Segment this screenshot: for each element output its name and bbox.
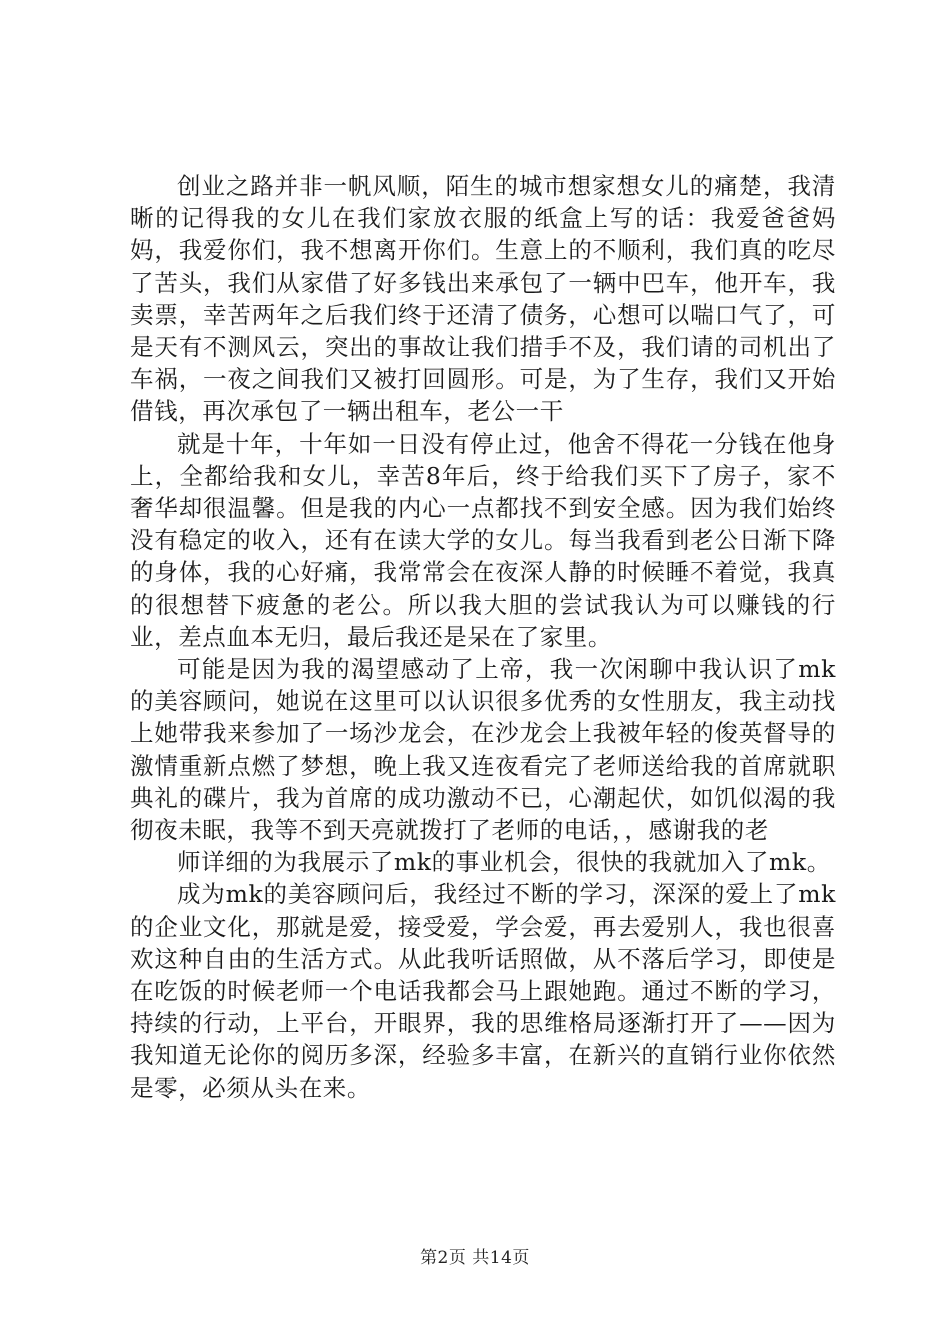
paragraph-5: 成为mk的美容顾问后，我经过不断的学习，深深的爱上了mk的企业文化，那就是爱，接受爱，学会爱，再去爱别人，我也很喜欢这种自由的生活方式。从此我听话照做，从不落后学习，即使是在吃饭的时候老师一个电话我都会马上跟她跑。通过不断的学习，持续的行动，上平台，开眼界，我的思维格局逐渐打开了——因为我知道无论你的阅历多深，经验多丰富，在新兴的直销行业你依然是零，必须从头在来。 <box>130 880 836 1102</box>
page-number-footer: 第2页 共14页 <box>420 1248 530 1268</box>
paragraph-2: 就是十年，十年如一日没有停止过，他舍不得花一分钱在他身上，全都给我和女儿，幸苦8年后，终于给我们买下了房子，家不奢华却很温馨。但是我的内心一点都找不到安全感。因为我们始终没有稳定的收入，还有在读大学的女儿。每当我看到老公日渐下降的身体，我的心好痛，我常常会在夜深人静的时候睡不着觉，我真的很想替下疲惫的老公。所以我大胆的尝试我认为可以赚钱的行业，差点血本无归，最后我还是呆在了家里。 <box>130 429 836 651</box>
paragraph-4: 师详细的为我展示了mk的事业机会，很快的我就加入了mk。 <box>177 848 831 877</box>
paragraph-1: 创业之路并非一帆风顺，陌生的城市想家想女儿的痛楚，我清晰的记得我的女儿在我们家放衣服的纸盒上写的话：我爱爸爸妈妈，我爱你们，我不想离开你们。生意上的不顺利，我们真的吃尽了苦头，我们从家借了好多钱出来承包了一辆中巴车，他开车，我卖票，幸苦两年之后我们终于还清了债务，心想可以喘口气了，可是天有不测风云，突出的事故让我们措手不及，我们请的司机出了车祸，一夜之间我们又被打回圆形。可是，为了生存，我们又开始借钱，再次承包了一辆出租车，老公一干 <box>130 172 836 426</box>
paragraph-3: 可能是因为我的渴望感动了上帝，我一次闲聊中我认识了mk的美容顾问，她说在这里可以认识很多优秀的女性朋友，我主动找上她带我来参加了一场沙龙会，在沙龙会上我被年轻的俊英督导的激情重新点燃了梦想，晚上我又连夜看完了老师送给我的首席就职典礼的碟片，我为首席的成功激动不已，心潮起伏，如饥似渴的我彻夜未眠，我等不到天亮就拨打了老师的电话，，感谢我的老 <box>130 655 836 845</box>
document-body <box>130 170 836 1104</box>
